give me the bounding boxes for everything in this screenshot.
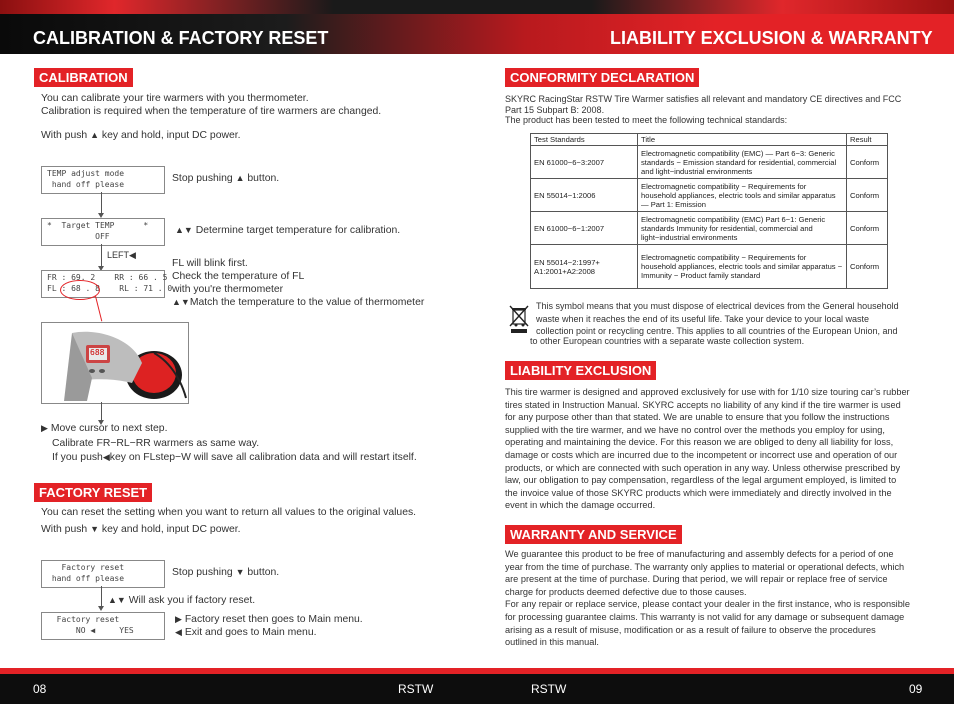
step-determine-text: Determine target temperature for calibration.	[195, 225, 401, 236]
fl-highlight-circle	[60, 280, 100, 300]
right-arrow-icon: ▶	[41, 423, 48, 433]
cell-title: Electromagnetic compatibility − Requirements for household appliances, electric tools and similar apparatus − Immunity − Product family standard	[638, 245, 847, 289]
up-arrow-icon: ▲	[235, 173, 245, 183]
calibration-push-line	[41, 129, 241, 142]
factory-reset-heading: FACTORY RESET	[34, 483, 152, 502]
left-arrow-icon: ◀	[175, 627, 182, 637]
lcd-readings	[41, 270, 173, 298]
cell-standard: EN 61000−6−1:2007	[531, 212, 638, 245]
warranty-line: arising as a result of misuse, modification or as a result of failure to observe the procedures	[505, 624, 876, 635]
header-test-standards: Test Standards	[531, 134, 638, 146]
liability-text	[505, 386, 923, 512]
cell-result: Conform	[847, 146, 888, 179]
lcd-factory-confirm	[41, 612, 165, 640]
calibrate-others: Calibrate FR−RL−RR warmers as same way.	[52, 438, 260, 449]
step-stop-suffix: button.	[247, 173, 280, 184]
table-header-row	[531, 134, 888, 146]
down-arrow-icon: ▼	[90, 524, 100, 534]
table-row	[531, 146, 888, 179]
weee-line-2: waste when it reaches the end of its useful life. Take your device to your local waste	[536, 313, 870, 324]
liability-line: This tire warmer is designed and approved exclusively for use with for 1/10 size touring car’s rubber	[505, 387, 910, 397]
down-arrow-icon: ▼	[235, 567, 245, 577]
cell-result: Conform	[847, 179, 888, 212]
left-label-text: LEFT	[107, 250, 130, 260]
left-footer-brand: RSTW	[398, 682, 434, 696]
weee-line-4: to other European countries with a separate waste collection system.	[530, 336, 805, 346]
header-result: Result	[847, 134, 888, 146]
liability-line: for any purpose other than that stated. We are unable to ensure that you follow the instructions	[505, 412, 890, 423]
lcd-line-1: Factory reset	[47, 563, 125, 572]
liability-line: the invoice value of those SKYRC products which were immediately and directly involved in the	[505, 487, 892, 498]
step-stop-prefix: Stop pushing	[172, 567, 233, 578]
red-pointer-line	[95, 296, 102, 321]
liability-line: products, or which are connected with such operation in any way. Unless otherwise prescribed by	[505, 462, 901, 473]
fl-match-text: Match the temperature to the value of thermometer	[189, 297, 425, 308]
conformity-line-2: Part 15 Subpart B: 2008.	[505, 104, 605, 115]
lcd-line-1: * Target TEMP *	[47, 221, 149, 230]
liability-line: operating and maintaining the device. For this reason we are obliged to deny all liability for loss,	[505, 437, 894, 448]
thermometer-display: 688	[90, 348, 105, 357]
factory-push-line	[41, 523, 241, 536]
save-restart-line	[52, 451, 417, 464]
factory-step-stop	[172, 566, 279, 579]
lcd-line-2: FL : 68 . 8 RL : 71 . 0	[47, 284, 173, 293]
connector-line	[101, 244, 102, 268]
warranty-text	[505, 548, 923, 649]
cell-standard: EN 55014−2:1997+ A1:2001+A2:2008	[531, 245, 638, 289]
weee-line-1: This symbol means that you must dispose of electrical devices from the General household	[536, 301, 899, 311]
ask-text: Will ask you if factory reset.	[128, 595, 256, 606]
push-suffix: key and hold, input DC power.	[101, 130, 241, 141]
weee-text	[536, 300, 899, 338]
factory-step-exit	[175, 626, 317, 639]
up-arrow-icon: ▲	[90, 130, 100, 140]
left-arrow-icon: ◀	[129, 250, 136, 260]
warranty-line: We guarantee this product to be free of manufacturing and assembly defects for a period of one	[505, 549, 894, 559]
up-down-arrows-icon: ▲▼	[108, 595, 126, 605]
connector-line	[101, 192, 102, 214]
lcd-no: NO	[47, 626, 86, 635]
warranty-line: For any repair or replace service, please contact your dealer in the first instance, who is responsible	[505, 599, 910, 610]
liability-line: tires stated in Instruction Manual. SKYRC accepts no liability of any kind if the tire warmer is used	[505, 399, 901, 410]
cell-title: Electromagnetic compatibility (EMC) — Part 6−3: Generic standards − Emission standard for residential, commercial and light−industrial environments	[638, 146, 847, 179]
right-page-title: LIABILITY EXCLUSION & WARRANTY	[610, 28, 933, 48]
table-row	[531, 179, 888, 212]
right-arrow-icon: ▶	[175, 614, 182, 624]
cell-standard: EN 61000−6−3:2007	[531, 146, 638, 179]
warranty-line: outlined in this manual.	[505, 637, 599, 648]
warranty-line: are present at the time of purchase. During that period, we will repair or replace free of service	[505, 574, 888, 585]
left-arrow-icon: ◀	[102, 452, 110, 462]
weee-line-3: collection point or recycling centre. This applies to all countries of the European Union, and	[536, 326, 898, 336]
liability-line: damage or costs which are incurred due to the incompetent or incorrect use and operation of our	[505, 449, 898, 460]
top-strip	[0, 0, 954, 14]
lcd-yes: YES	[119, 626, 134, 635]
connector-line	[101, 586, 102, 608]
exit-text: Exit and goes to Main menu.	[184, 627, 317, 638]
move-cursor-line	[41, 422, 167, 435]
header-title: Title	[638, 134, 847, 146]
reset-text: Factory reset then goes to Main menu.	[184, 614, 363, 625]
arrow-down-icon	[98, 606, 104, 611]
footer-bar	[0, 674, 954, 704]
factory-intro: You can reset the setting when you want to return all values to the original values.	[41, 507, 417, 518]
warranty-heading: WARRANTY AND SERVICE	[505, 525, 682, 544]
conformity-line-1: SKYRC RacingStar RSTW Tire Warmer satisfies all relevant and mandatory CE directives and FCC	[505, 94, 902, 104]
factory-ask-line	[108, 594, 255, 607]
factory-step-reset	[175, 613, 363, 626]
lcd-line-1: FR : 69. 2 RR : 66 . 5	[47, 273, 168, 282]
thermometer-photo	[41, 322, 189, 404]
liability-line: event in which the damage occurred.	[505, 500, 656, 511]
push-prefix: With push	[41, 130, 88, 141]
lcd-line-1: TEMP adjust mode	[47, 169, 125, 178]
table-row	[531, 245, 888, 289]
lcd-temp-adjust	[41, 166, 165, 194]
right-footer-brand: RSTW	[531, 682, 567, 696]
liability-heading: LIABILITY EXCLUSION	[505, 361, 656, 380]
warranty-line: charge for products deemed defective due to those causes.	[505, 586, 747, 597]
push-suffix: key and hold, input DC power.	[101, 524, 241, 535]
liability-line: law, our obligation to pay compensation, regardless of the legal argument employed, is limited to	[505, 475, 897, 486]
conformity-text	[505, 94, 901, 126]
fl-check: Check the temperature of FL	[172, 271, 305, 282]
connector-line	[101, 402, 102, 422]
left-page-number: 08	[33, 682, 47, 696]
crossed-bin-icon	[508, 304, 530, 334]
conformity-heading: CONFORMITY DECLARATION	[505, 68, 699, 87]
lcd-line-2: hand off please	[47, 574, 125, 583]
warranty-line: for processing guarantee claims. This warranty is not valid for any damage or subsequent damage	[505, 611, 905, 622]
liability-line: supplied with the tire warmer, and we have no control over the methods you employ for using,	[505, 424, 885, 435]
warranty-line: year from the time of purchase. The warranty only applies to material or operational defects, which	[505, 561, 905, 572]
cell-standard: EN 55014−1:2006	[531, 179, 638, 212]
lcd-line-2: OFF	[47, 232, 110, 241]
fl-match-line	[172, 296, 424, 309]
standards-table	[530, 133, 888, 289]
cell-title: Electromagnetic compatibility − Requirements for household appliances, electric tools and similar apparatus — Part 1: Emission	[638, 179, 847, 212]
cell-result: Conform	[847, 212, 888, 245]
lcd-line-1: Factory reset	[47, 615, 120, 624]
lcd-factory-reset	[41, 560, 165, 588]
fl-with-thermometer: with you're thermometer	[172, 284, 284, 295]
fl-blink: FL will blink first.	[172, 258, 248, 269]
lcd-line-2: hand off please	[47, 180, 125, 189]
up-down-arrows-icon: ▲▼	[175, 225, 193, 235]
calibration-heading: CALIBRATION	[34, 68, 133, 87]
calibration-step-determine	[175, 224, 400, 237]
conformity-line-3: The product has been tested to meet the following technical standards:	[505, 115, 788, 125]
save-prefix: If you push	[52, 452, 103, 463]
push-prefix: With push	[41, 524, 88, 535]
lcd-line-2: NO ◀ YES	[47, 626, 134, 635]
lcd-target-temp	[41, 218, 165, 246]
calibration-step-stop	[172, 172, 279, 185]
step-stop-suffix: button.	[247, 567, 280, 578]
left-page-title: CALIBRATION & FACTORY RESET	[33, 28, 329, 48]
save-suffix: key on FLstep−W will save all calibration data and will restart itself.	[109, 452, 417, 463]
right-page-number: 09	[909, 682, 923, 696]
step-stop-prefix: Stop pushing	[172, 173, 233, 184]
left-key-label	[107, 250, 136, 261]
up-down-arrows-icon: ▲▼	[172, 297, 190, 307]
calibration-intro-1: You can calibrate your tire warmers with you thermometer.	[41, 93, 309, 104]
cell-title: Electromagnetic compatibility (EMC) Part 6−1: Generic standards Immunity for residential, commercial and light−industrial environments	[638, 212, 847, 245]
cell-result: Conform	[847, 245, 888, 289]
thermometer-illustration	[42, 323, 188, 403]
move-cursor-text: Move cursor to next step.	[50, 423, 168, 434]
calibration-intro-2: Calibration is required when the temperature of tire warmers are changed.	[41, 106, 382, 117]
table-row	[531, 212, 888, 245]
